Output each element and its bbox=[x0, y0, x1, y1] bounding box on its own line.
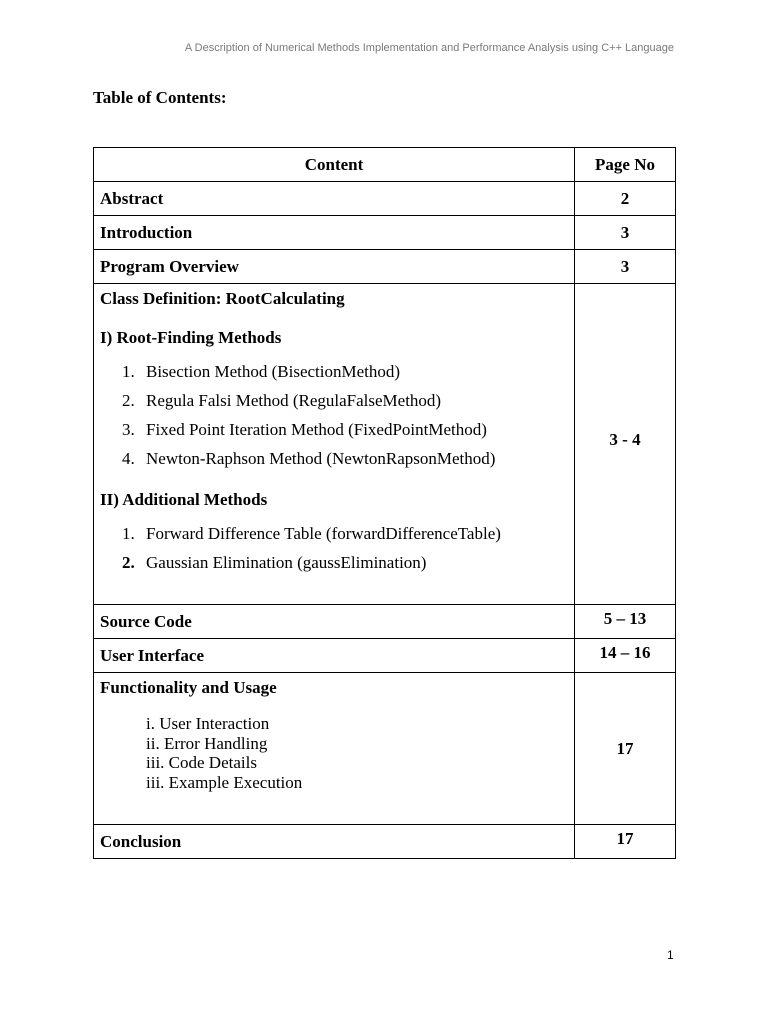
row-page: 14 – 16 bbox=[575, 639, 676, 673]
toc-row-source-code bbox=[94, 605, 676, 639]
list-item: 1. Bisection Method (BisectionMethod) bbox=[122, 362, 401, 381]
row-label: User Interface bbox=[94, 639, 575, 673]
list-item: ii. Error Handling bbox=[146, 733, 268, 753]
toc-row-functionality bbox=[94, 673, 676, 825]
toc-row-user-interface bbox=[94, 639, 676, 673]
page-number: 1 bbox=[667, 948, 674, 962]
functionality-list bbox=[100, 714, 568, 792]
list-item: iii. Code Details bbox=[146, 753, 257, 772]
row-label: Program Overview bbox=[94, 250, 575, 284]
list-item: iii. Example Execution bbox=[146, 772, 303, 792]
additional-methods-list bbox=[100, 519, 568, 577]
toc-header-row bbox=[94, 148, 676, 182]
row-label: Source Code bbox=[94, 605, 575, 639]
list-item: 3. Fixed Point Iteration Method (FixedPointMethod) bbox=[122, 420, 487, 439]
toc-row-program-overview bbox=[94, 250, 676, 284]
list-item: i. User Interaction bbox=[146, 714, 270, 733]
section-title-additional: II) Additional Methods bbox=[100, 490, 268, 509]
toc-title: Table of Contents: bbox=[93, 88, 227, 107]
row-label: Functionality and Usage bbox=[100, 678, 277, 697]
row-page: 2 bbox=[575, 182, 676, 216]
section-title-root-finding: I) Root-Finding Methods bbox=[100, 328, 282, 347]
toc-row-introduction bbox=[94, 216, 676, 250]
list-item: 4. Newton-Raphson Method (NewtonRapsonMethod) bbox=[122, 449, 496, 468]
list-item: 1. Forward Difference Table (forwardDifferenceTable) bbox=[122, 524, 501, 543]
toc-table bbox=[93, 147, 676, 859]
row-label: Conclusion bbox=[94, 825, 575, 859]
list-item: 2. Gaussian Elimination (gaussElimination) bbox=[122, 553, 427, 572]
row-page: 5 – 13 bbox=[575, 605, 676, 639]
row-label: Abstract bbox=[94, 182, 575, 216]
row-page: 3 bbox=[575, 250, 676, 284]
row-page: 17 bbox=[575, 825, 676, 859]
row-page: 17 bbox=[575, 673, 676, 825]
toc-row-class-definition bbox=[94, 284, 676, 605]
column-header-page: Page No bbox=[575, 148, 676, 182]
row-page: 3 - 4 bbox=[575, 284, 676, 605]
row-label: Introduction bbox=[94, 216, 575, 250]
row-page: 3 bbox=[575, 216, 676, 250]
list-item: 2. Regula Falsi Method (RegulaFalseMethod) bbox=[122, 391, 442, 410]
column-header-content: Content bbox=[94, 148, 575, 182]
row-label: Class Definition: RootCalculating bbox=[100, 289, 345, 308]
running-header: A Description of Numerical Methods Implementation and Performance Analysis using C++ Language bbox=[184, 42, 674, 54]
toc-row-abstract bbox=[94, 182, 676, 216]
root-finding-list bbox=[100, 357, 568, 473]
toc-row-conclusion bbox=[94, 825, 676, 859]
